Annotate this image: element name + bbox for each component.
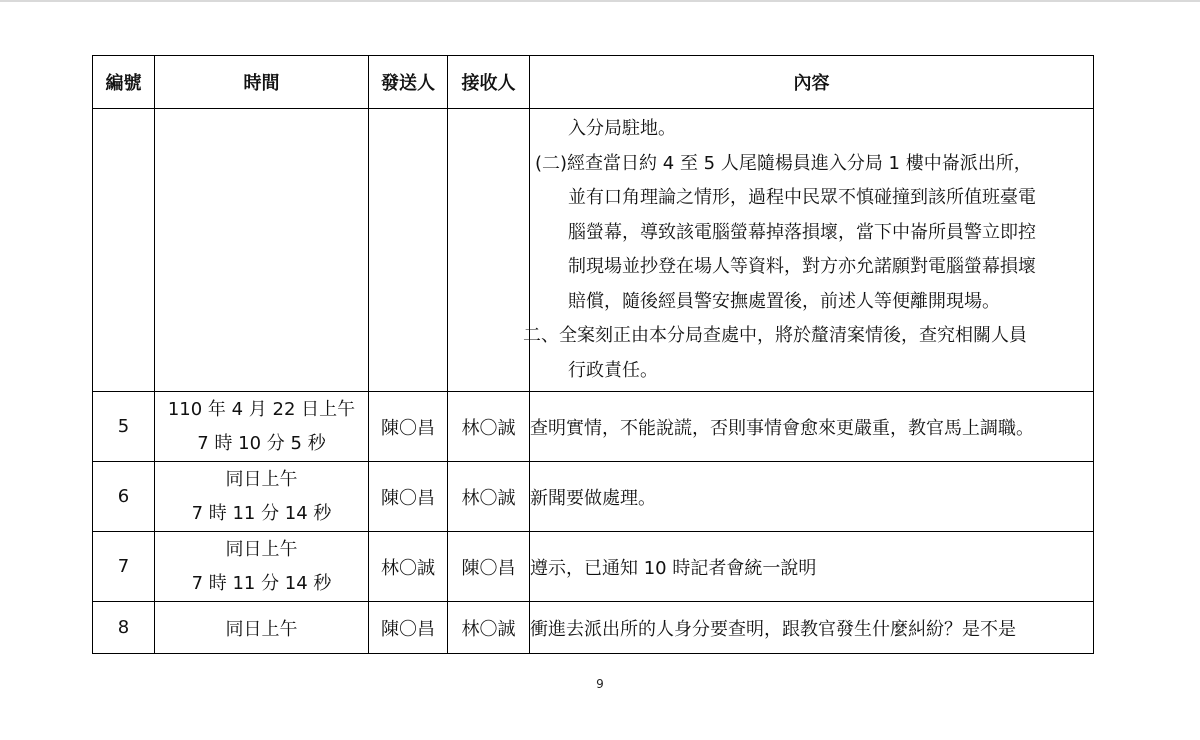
time-line: 7 時 11 分 14 秒 [191,572,332,594]
cell-no: 7 [93,532,155,602]
content-line: 並有口角理論之情形，過程中民眾不慎碰撞到該所值班臺電 [568,187,1036,208]
content-line: 二、全案刻正由本分局查處中，將於釐清案情後，查究相關人員 [523,325,1027,346]
cell-receiver: 陳〇昌 [448,532,530,602]
content-line: 腦螢幕，導致該電腦螢幕掉落損壞，當下中崙所員警立即控 [568,221,1036,243]
time-line: 110 年 4 月 22 日上午 [167,398,356,420]
table-row [93,532,1094,602]
cell-no: 8 [93,602,155,654]
viewer-top-border [0,0,1200,2]
cell-content: 衝進去派出所的人身分要查明，跟教官發生什麼糾紛？是不是 [530,602,1094,654]
cell-time-empty [155,109,369,392]
time-line: 7 時 10 分 5 秒 [197,432,326,454]
table-row [93,462,1094,532]
content-line: 制現場並抄登在場人等資料，對方亦允諾願對電腦螢幕損壞 [568,256,1036,277]
content-line: (二)經查當日約 4 至 5 人尾隨楊員進入分局 1 樓中崙派出所， [535,152,1032,174]
time-line: 同日上午 [225,538,298,560]
message-record-table [92,55,1094,654]
time-line: 7 時 11 分 14 秒 [191,502,332,524]
cell-time [155,462,369,532]
cell-sender: 陳〇昌 [369,462,448,532]
table-row [93,392,1094,462]
content-line: 入分局駐地。 [568,118,676,139]
cell-time: 同日上午 [155,602,369,654]
cell-time [155,532,369,602]
cell-no: 6 [93,462,155,532]
cell-time [155,392,369,462]
header-time: 時間 [155,56,369,109]
table-row-continuation [93,109,1094,392]
table-row [93,602,1094,654]
header-content: 內容 [530,56,1094,109]
cell-receiver: 林〇誠 [448,602,530,654]
cell-receiver-empty [448,109,530,392]
cell-no: 5 [93,392,155,462]
cell-sender: 陳〇昌 [369,602,448,654]
cell-sender: 林〇誠 [369,532,448,602]
cell-content: 遵示，已通知 10 時記者會統一說明 [530,532,1094,602]
time-line: 同日上午 [225,468,298,490]
cell-sender-empty [369,109,448,392]
page-number: 9 [596,677,604,691]
cell-receiver: 林〇誠 [448,392,530,462]
header-sender: 發送人 [369,56,448,109]
cell-no-empty [93,109,155,392]
cell-content: 查明實情，不能說謊，否則事情會愈來更嚴重，教官馬上調職。 [530,392,1094,462]
header-no: 編號 [93,56,155,109]
cell-receiver: 林〇誠 [448,462,530,532]
cell-content: 新聞要做處理。 [530,462,1094,532]
content-line: 賠償，隨後經員警安撫處置後，前述人等便離開現場。 [568,290,1000,312]
header-receiver: 接收人 [448,56,530,109]
cell-sender: 陳〇昌 [369,392,448,462]
cell-content-continuation [523,109,1094,392]
content-line: 行政責任。 [568,359,658,381]
table-header-row [93,56,1094,109]
